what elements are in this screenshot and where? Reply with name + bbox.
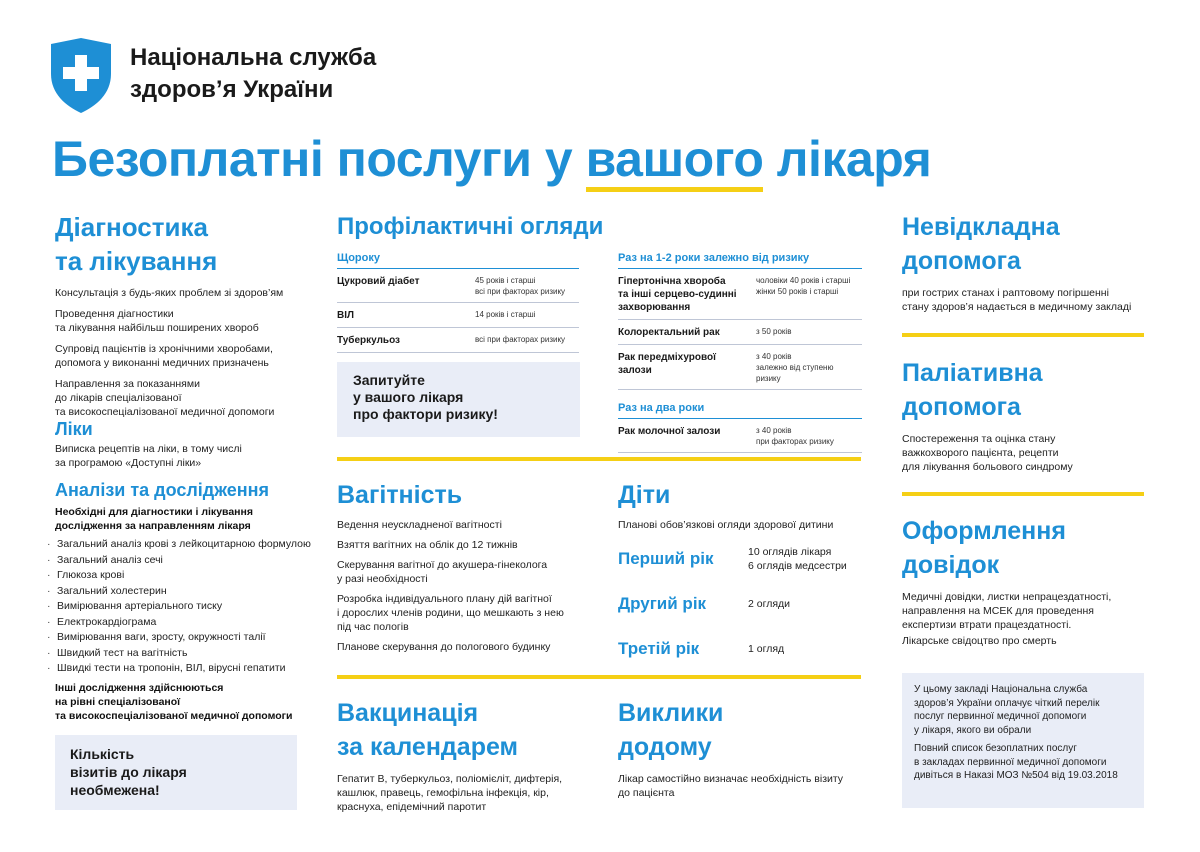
nszu-shield-logo bbox=[48, 38, 114, 114]
preventive-row bbox=[618, 269, 862, 320]
home-calls-text: Лікар самостійно визначає необхідність візиту до пацієнта bbox=[618, 773, 844, 799]
children-row-value: 1 огляд bbox=[748, 642, 785, 655]
preventive-row-name: Рак передміхурової залози bbox=[618, 352, 716, 376]
medicines-section bbox=[55, 418, 325, 470]
children-row-label: Третій рік bbox=[618, 638, 700, 658]
children-row bbox=[618, 626, 868, 671]
preventive-yearly-head: Щороку bbox=[337, 252, 579, 269]
preventive-row-note: 45 років і старші всі при факторах ризику bbox=[475, 276, 566, 296]
home-calls-section bbox=[618, 696, 868, 800]
preventive-row-name: Рак молочної залози bbox=[618, 426, 721, 437]
analyses-item: · Глюкоза крові bbox=[47, 568, 325, 584]
analyses-intro: Необхідні для діагностики і лікування дослідження за направленням лікаря bbox=[55, 506, 253, 532]
preventive-row bbox=[618, 320, 862, 345]
children-title: Діти bbox=[618, 481, 671, 509]
title-underlined: вашого bbox=[586, 131, 764, 192]
preventive-row-note: з 40 років при факторах ризику bbox=[756, 426, 834, 446]
analyses-item: · Загальний холестерин bbox=[47, 584, 325, 600]
org-name-line2: здоров’я України bbox=[130, 76, 334, 103]
certificates-text: Медичні довідки, листки непрацездатності, направлення на МСЕК для проведення експертизи втрати працездатності. bbox=[902, 591, 1112, 631]
emergency-text: при гострих станах і раптовому погіршенні стану здоров’я надається в медичному закладі bbox=[902, 287, 1132, 313]
analyses-item: · Швидкі тести на тропонін, ВІЛ, вірусні гепатити bbox=[47, 661, 325, 677]
title-pre: Безоплатні послуги у bbox=[52, 131, 586, 187]
children-intro: Планові обов’язкові огляди здорової дитини bbox=[618, 519, 834, 531]
info-box-p2: Повний список безоплатних послуг в закладах первинної медичної допомоги дивіться в Наказі МОЗ №504 від 19.03.2018 bbox=[914, 743, 1118, 781]
children-rows bbox=[618, 536, 868, 671]
preventive-1-2-years bbox=[618, 252, 862, 453]
preventive-row-name: Туберкульоз bbox=[337, 335, 401, 346]
diagnostics-section bbox=[55, 210, 325, 426]
visits-box-text: Кількість візитів до лікаря необмежена! bbox=[70, 746, 187, 798]
analyses-outro: Інші дослідження здійснюються на рівні спеціалізованої та високоспеціалізованої медичної допомоги bbox=[55, 681, 293, 722]
children-row-label: Другий рік bbox=[618, 593, 707, 613]
pregnancy-item: Розробка індивідуального плану дій вагітної і дорослих членів родини, що мешкають з нею під час пологів bbox=[337, 593, 564, 633]
diagnostics-item: Супровід пацієнтів із хронічними хворобами, допомога у виконанні медичних призначень bbox=[55, 343, 273, 369]
analyses-list bbox=[47, 537, 325, 677]
preventive-1-2-rows bbox=[618, 269, 862, 390]
preventive-row-note: з 40 років залежно від ступеню ризику bbox=[756, 352, 834, 383]
preventive-row bbox=[337, 269, 579, 303]
diagnostics-item: Консультація з будь-яких проблем зі здоров’ям bbox=[55, 287, 284, 299]
palliative-section bbox=[902, 356, 1152, 474]
preventive-row-note: всі при факторах ризику bbox=[475, 335, 566, 344]
visits-box bbox=[55, 735, 297, 810]
preventive-row bbox=[337, 328, 579, 353]
preventive-row bbox=[618, 345, 862, 390]
org-name-line1: Національна служба bbox=[130, 44, 377, 71]
medicines-text: Виписка рецептів на ліки, в тому числі за програмою «Доступні ліки» bbox=[55, 443, 242, 469]
palliative-title-1: Паліативна bbox=[902, 359, 1043, 387]
preventive-row-name: ВІЛ bbox=[337, 310, 355, 321]
divider-line bbox=[902, 492, 1144, 496]
diagnostics-item: Направлення за показаннями до лікарів спеціалізованої та високоспеціалізованої медичної допомоги bbox=[55, 378, 275, 418]
analyses-title: Аналізи та дослідження bbox=[55, 480, 269, 500]
certificates-title-2: довідок bbox=[902, 551, 1000, 579]
analyses-section bbox=[55, 479, 325, 723]
preventive-row bbox=[337, 303, 579, 328]
pregnancy-item: Ведення неускладненої вагітності bbox=[337, 519, 502, 531]
certificates-title-1: Оформлення bbox=[902, 517, 1066, 545]
vaccination-text: Гепатит В, туберкульоз, поліомієліт, дифтерія, кашлюк, правець, гемофільна інфекція, кір, краснуха, епідемічний паротит bbox=[337, 773, 563, 813]
analyses-item: · Загальний аналіз крові з лейкоцитарною формулою bbox=[47, 537, 325, 553]
preventive-2-years-head: Раз на два роки bbox=[618, 402, 862, 419]
analyses-item: · Вимірювання артеріального тиску bbox=[47, 599, 325, 615]
org-name bbox=[130, 42, 376, 106]
preventive-yearly-rows bbox=[337, 269, 579, 353]
children-row bbox=[618, 536, 868, 581]
children-row-value: 10 оглядів лікаря 6 оглядів медсестри bbox=[748, 545, 847, 572]
info-box-p1: У цьому закладі Національна служба здоров’я України оплачує чіткий перелік послуг первинної медичної допомоги у лікаря, якого ви обрали bbox=[914, 684, 1100, 736]
title-post: лікаря bbox=[763, 131, 932, 187]
preventive-row-note: 14 років і старші bbox=[475, 310, 536, 319]
pregnancy-item: Взяття вагітних на облік до 12 тижнів bbox=[337, 539, 518, 551]
preventive-title: Профілактичні огляди bbox=[337, 213, 604, 240]
preventive-row-note: чоловіки 40 років і старші жінки 50 років і старші bbox=[756, 276, 851, 296]
children-row bbox=[618, 581, 868, 626]
diagnostics-list bbox=[55, 286, 325, 419]
preventive-row-name: Гіпертонічна хвороба та інші серцево-судинні захворювання bbox=[618, 276, 737, 313]
analyses-item: · Швидкий тест на вагітність bbox=[47, 646, 325, 662]
certificates-text-2: Лікарське свідоцтво про смерть bbox=[902, 635, 1057, 647]
children-row-value: 2 огляди bbox=[748, 597, 790, 610]
diagnostics-title-2: та лікування bbox=[55, 246, 218, 276]
analyses-item: · Вимірювання ваги, зросту, окружності талії bbox=[47, 630, 325, 646]
risk-box bbox=[337, 362, 580, 437]
pregnancy-item: Скерування вагітної до акушера-гінеколога у разі необхідності bbox=[337, 559, 548, 585]
preventive-row-name: Колоректальний рак bbox=[618, 327, 720, 338]
pregnancy-list bbox=[337, 518, 587, 654]
diagnostics-title-1: Діагностика bbox=[55, 212, 208, 242]
children-row-label: Перший рік bbox=[618, 548, 714, 568]
divider-line bbox=[902, 333, 1144, 337]
preventive-row-name: Цукровий діабет bbox=[337, 276, 420, 287]
pregnancy-item: Планове скерування до пологового будинку bbox=[337, 641, 551, 653]
preventive-row bbox=[618, 419, 862, 453]
home-calls-title-2: додому bbox=[618, 733, 712, 761]
palliative-title-2: допомога bbox=[902, 393, 1021, 421]
vaccination-section bbox=[337, 696, 597, 814]
analyses-item: · Загальний аналіз сечі bbox=[47, 553, 325, 569]
risk-box-text: Запитуйте у вашого лікаря про фактори ризику! bbox=[353, 372, 498, 422]
analyses-item: · Електрокардіограма bbox=[47, 615, 325, 631]
certificates-section bbox=[902, 514, 1152, 648]
info-box bbox=[902, 673, 1144, 808]
preventive-1-2-head: Раз на 1-2 роки залежно від ризику bbox=[618, 252, 862, 269]
preventive-yearly bbox=[337, 252, 579, 353]
preventive-2-years-rows bbox=[618, 419, 862, 453]
page-title bbox=[52, 130, 931, 188]
vaccination-title-1: Вакцинація bbox=[337, 699, 479, 727]
medicines-title: Ліки bbox=[55, 419, 93, 439]
home-calls-title-1: Виклики bbox=[618, 699, 724, 727]
palliative-text: Спостереження та оцінка стану важкохворого пацієнта, рецепти для лікування больового синдрому bbox=[902, 433, 1073, 473]
pregnancy-section bbox=[337, 478, 587, 660]
emergency-section bbox=[902, 210, 1152, 314]
pregnancy-title: Вагітність bbox=[337, 481, 463, 509]
diagnostics-item: Проведення діагностики та лікування найбільш поширених хвороб bbox=[55, 308, 259, 334]
vaccination-title-2: за календарем bbox=[337, 733, 519, 761]
divider-line bbox=[337, 675, 861, 679]
emergency-title-1: Невідкладна bbox=[902, 213, 1060, 241]
children-section bbox=[618, 478, 868, 671]
preventive-row-note: з 50 років bbox=[756, 327, 792, 336]
divider-line bbox=[337, 457, 861, 461]
emergency-title-2: допомога bbox=[902, 247, 1021, 275]
